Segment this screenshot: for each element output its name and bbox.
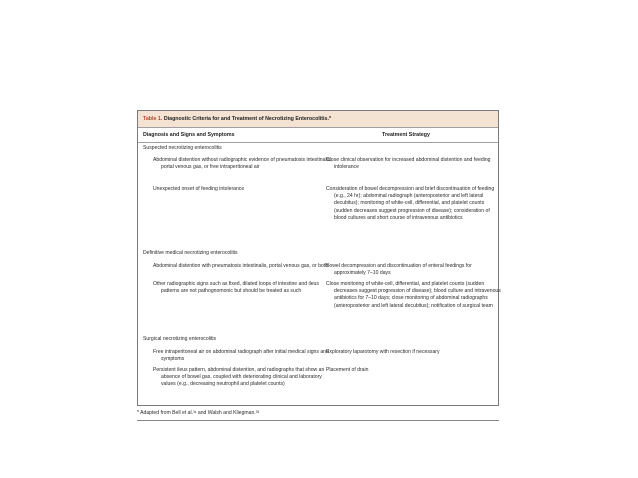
table-cell-treatment: Consideration of bowel decompression and brief discontinuation of feeding (e.g., 24 hr); abdominal radiograph (anteroposterior and left lateral decubitus); monitoring of white-cell, differential, and platelet counts (sudden decreases suggest progression of disease); consideration of blood cultures and short course of intravenous antibiotics (326, 186, 495, 221)
table-footnote: * Adapted from Bell et al.³¹ and Walsh and Kliegman.³³ (137, 410, 260, 416)
table-title-bar (138, 111, 498, 128)
table-cell-treatment: Exploratory laparotomy with resection if necessary (326, 349, 440, 355)
table-cell-diagnosis: Free intraperitoneal air on abdominal radiograph after initial medical signs and symptoms (153, 349, 329, 363)
footnote-rule (137, 420, 499, 421)
table-cell-treatment: Close clinical observation for increased abdominal distention and feeding intolerance (326, 157, 491, 171)
table-cell-diagnosis: Abdominal distention without radiographic evidence of pneumatosis intestinalis, portal venous gas, or free intraperitoneal air (153, 157, 332, 171)
table-cell-diagnosis: Unexpected onset of feeding intolerance (153, 186, 245, 192)
table-cell-diagnosis: Persistent ileus pattern, abdominal distention, and radiographs that show an absence of bowel gas, coupled with deteriorating clinical and laboratory values (e.g., decreasing neutrophil and platelet counts) (153, 367, 325, 388)
section-heading-definitive: Definitive medical necrotizing enterocolitis (143, 250, 238, 256)
table-container (137, 110, 499, 406)
table-header-row (138, 128, 498, 143)
section-heading-surgical: Surgical necrotizing enterocolitis (143, 336, 217, 342)
table-cell-treatment: Placement of drain (326, 367, 369, 373)
table-cell-diagnosis: Other radiographic signs such as fixed, dilated loops of intestine and ileus patterns are not pathognomonic but should be treated as such (153, 281, 319, 295)
table-cell-treatment: Close monitoring of white-cell, differential, and platelet counts (sudden decreases suggest progression of disease); blood culture and intravenous antibiotics for 7–10 days; close monitoring of abdominal radiographs (anteroposterior and left lateral decubitus); notification of surgical team (326, 281, 501, 309)
table-cell-diagnosis: Abdominal distention with pneumatosis intestinalis, portal venous gas, or both (153, 263, 328, 269)
table-number: Table 1. (143, 116, 163, 122)
table-title: Diagnostic Criteria for and Treatment of Necrotizing Enterocolitis.* (163, 116, 332, 122)
column-header-treatment: Treatment Strategy (382, 132, 430, 138)
section-heading-suspected: Suspected necrotizing enterocolitis (143, 145, 222, 151)
column-header-diagnosis: Diagnosis and Signs and Symptoms (143, 132, 235, 138)
table-cell-treatment: Bowel decompression and discontinuation of enteral feedings for approximately 7–10 days (326, 263, 472, 277)
